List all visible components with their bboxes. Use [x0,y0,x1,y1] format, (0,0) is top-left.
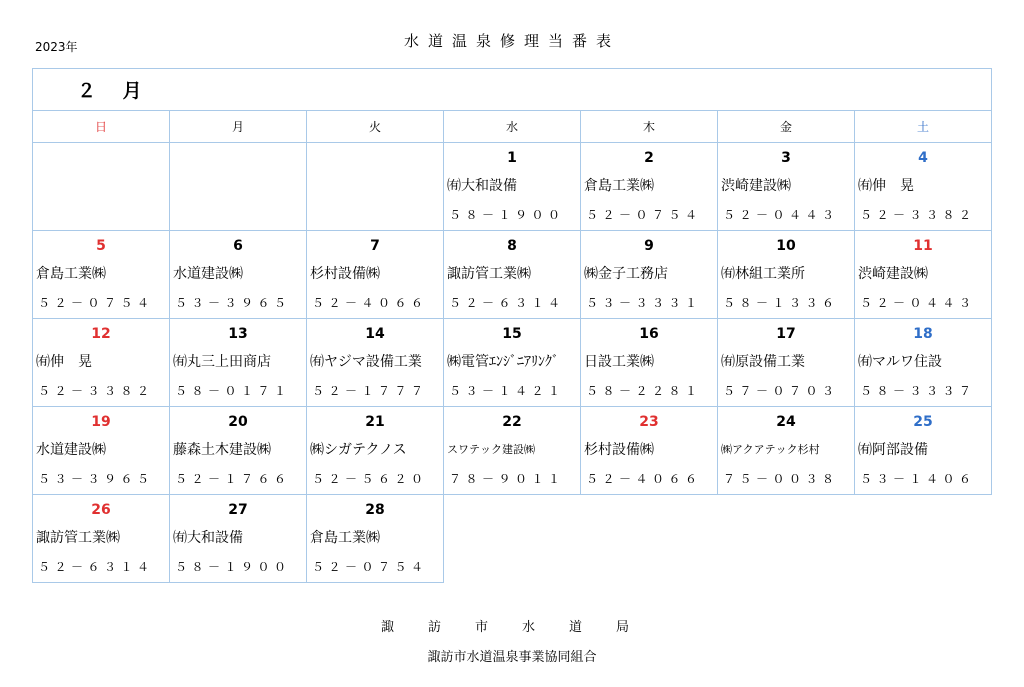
phone-number: ５３－１４０６ [860,472,976,486]
company-name: 倉島工業㈱ [310,530,380,546]
company-name: 諏訪管工業㈱ [447,266,531,282]
day-cell [170,407,307,495]
company-name: スワテック建設㈱ [447,443,535,456]
day-cell [855,407,992,495]
company-name: 杉村設備㈱ [310,266,380,282]
company-name: 藤森土木建設㈱ [173,442,271,458]
day-cell [307,495,444,583]
empty-day-cell [307,143,444,231]
duty-calendar [32,68,992,583]
day-cell [581,319,718,407]
empty-day-cell [855,495,992,583]
phone-number: ５８－１３３６ [723,296,839,310]
weekday-header: 土 [855,111,992,143]
empty-day-cell [33,143,170,231]
company-name: ㈲大和設備 [447,178,517,194]
day-number: 9 [644,238,654,254]
year-label: 2023年 [35,40,78,54]
day-number: 28 [365,502,385,518]
day-number: 17 [776,326,796,342]
company-name: 渋崎建設㈱ [721,178,791,194]
day-number: 11 [913,238,933,254]
day-number: 22 [502,414,522,430]
day-number: 15 [502,326,522,342]
phone-number: ５３－３９６５ [175,296,291,310]
company-name: ㈲原設備工業 [721,354,805,370]
day-cell [718,231,855,319]
day-number: 2 [644,150,654,166]
company-name: 水道建設㈱ [173,266,243,282]
day-cell [855,143,992,231]
phone-number: ５２－５６２０ [312,472,428,486]
company-name: ㈲ヤジマ設備工業 [310,354,422,370]
phone-number: ５２－３３８２ [38,384,154,398]
day-number: 21 [365,414,385,430]
month-heading: ２ 月 [33,69,992,111]
day-number: 14 [365,326,385,342]
empty-day-cell [444,495,581,583]
day-cell [307,231,444,319]
day-number: 26 [91,502,111,518]
footer-association: 諏訪市水道温泉事業協同組合 [427,650,597,665]
phone-number: ５２－０７５４ [38,296,154,310]
day-number: 18 [913,326,933,342]
day-cell [444,407,581,495]
company-name: ㈱シガテクノス [310,442,407,458]
weekday-header: 木 [581,111,718,143]
empty-day-cell [718,495,855,583]
day-number: 6 [233,238,243,254]
phone-number: ５８－０１７１ [175,384,291,398]
company-name: ㈲伸 晃 [36,354,92,370]
day-cell [170,495,307,583]
phone-number: ５２－０７５４ [312,560,428,574]
phone-number: ５３－１４２１ [449,384,565,398]
day-number: 3 [781,150,791,166]
day-number: 13 [228,326,248,342]
week-row [33,143,992,231]
day-cell [33,495,170,583]
day-cell [581,407,718,495]
day-number: 7 [370,238,380,254]
company-name: ㈲丸三上田商店 [173,354,271,370]
weekday-header: 月 [170,111,307,143]
week-row [33,407,992,495]
day-cell [581,143,718,231]
weekday-header: 火 [307,111,444,143]
weekday-header: 水 [444,111,581,143]
day-number: 10 [776,238,796,254]
company-name: 諏訪管工業㈱ [36,530,120,546]
week-row [33,495,992,583]
company-name: 倉島工業㈱ [36,266,106,282]
phone-number: ５８－３３３７ [860,384,976,398]
day-cell [855,231,992,319]
phone-number: ５２－３３８２ [860,208,976,222]
day-cell [718,143,855,231]
phone-number: ５２－０７５４ [586,208,702,222]
phone-number: ５２－１７６６ [175,472,291,486]
phone-number: ５２－０４４３ [723,208,839,222]
day-number: 1 [507,150,517,166]
day-cell [718,319,855,407]
empty-day-cell [170,143,307,231]
company-name: ㈲伸 晃 [858,178,914,194]
day-number: 8 [507,238,517,254]
day-cell [718,407,855,495]
footer-office: 諏訪市水道局 [380,620,663,635]
day-number: 25 [913,414,933,430]
day-cell [581,231,718,319]
day-number: 16 [639,326,659,342]
company-name: 杉村設備㈱ [584,442,654,458]
company-name: 倉島工業㈱ [584,178,654,194]
company-name: ㈲大和設備 [173,530,243,546]
day-number: 5 [96,238,106,254]
company-name: 渋崎建設㈱ [858,266,928,282]
day-cell [444,143,581,231]
phone-number: ５３－３９６５ [38,472,154,486]
day-cell [307,407,444,495]
phone-number: ５２－４０６６ [586,472,702,486]
weekday-header: 金 [718,111,855,143]
day-number: 19 [91,414,111,430]
phone-number: ５８－１９００ [175,560,291,574]
company-name: ㈱電管ｴﾝｼﾞﾆｱﾘﾝｸﾞ [447,354,559,370]
company-name: ㈲マルワ住設 [858,354,942,370]
phone-number: ５８－２２８１ [586,384,702,398]
company-name: 水道建設㈱ [36,442,106,458]
week-row [33,319,992,407]
company-name: ㈱アクアテック杉村 [721,443,820,456]
company-name: ㈲阿部設備 [858,442,928,458]
day-number: 27 [228,502,248,518]
phone-number: ５８－１９００ [449,208,565,222]
day-cell [307,319,444,407]
phone-number: ７５－００３８ [723,472,839,486]
day-number: 12 [91,326,111,342]
phone-number: ５２－１７７７ [312,384,428,398]
company-name: 日設工業㈱ [584,354,654,370]
day-cell [444,231,581,319]
phone-number: ５７－０７０３ [723,384,839,398]
day-cell [33,319,170,407]
day-cell [170,231,307,319]
page-title: 水道温泉修理当番表 [403,32,620,50]
day-number: 4 [918,150,928,166]
phone-number: ５２－４０６６ [312,296,428,310]
empty-day-cell [581,495,718,583]
weekday-header: 日 [33,111,170,143]
day-cell [33,407,170,495]
phone-number: ５２－６３１４ [38,560,154,574]
phone-number: ５２－０４４３ [860,296,976,310]
company-name: ㈲林組工業所 [721,266,805,282]
week-row [33,231,992,319]
day-cell [170,319,307,407]
phone-number: ７８－９０１１ [449,472,565,486]
phone-number: ５３－３３３１ [586,296,702,310]
day-number: 24 [776,414,796,430]
company-name: ㈱金子工務店 [584,266,668,282]
phone-number: ５２－６３１４ [449,296,565,310]
day-number: 20 [228,414,248,430]
day-cell [444,319,581,407]
day-cell [855,319,992,407]
day-number: 23 [639,414,659,430]
day-cell [33,231,170,319]
